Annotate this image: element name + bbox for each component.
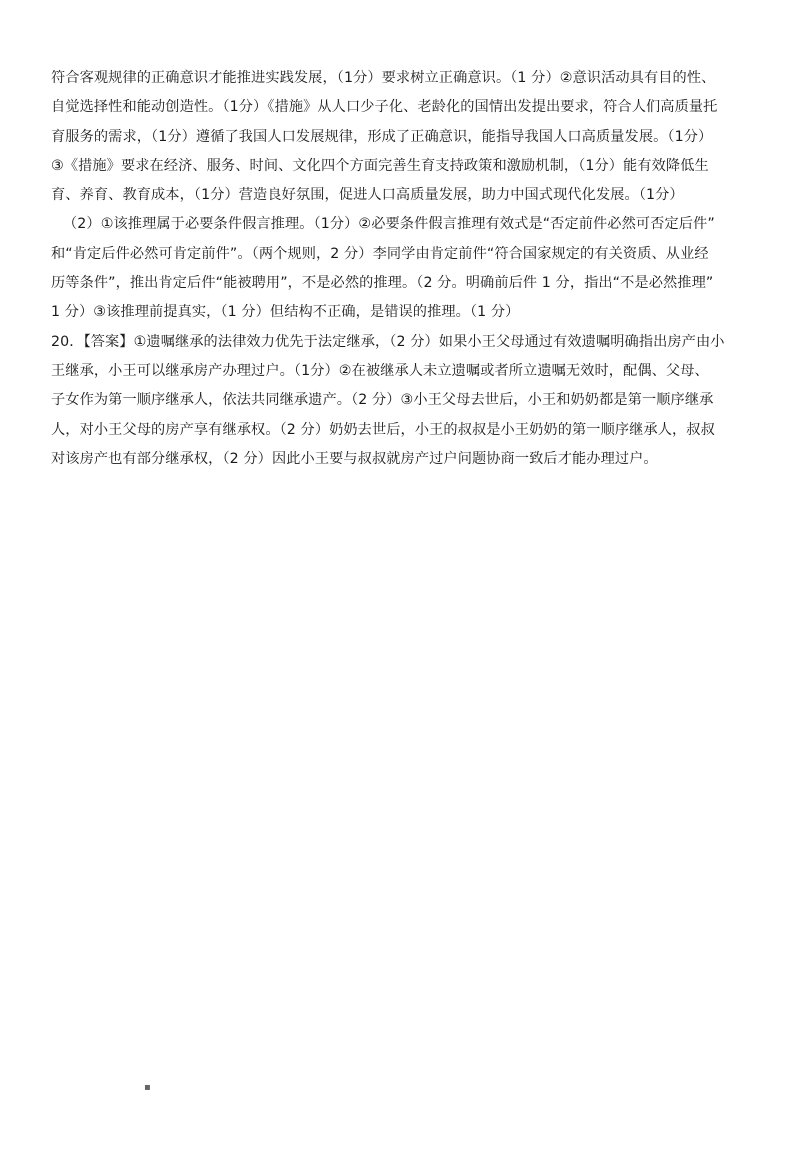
text-line: 和“肯定后件必然可肯定前件”。（两个规则，2 分）李同学由肯定前件“符合国家规定的有关资质、从业经 [51,245,709,262]
text-line: 1 分）③该推理前提真实，（1 分）但结构不正确，是错误的推理。（1 分） [51,304,520,321]
text-line: 历等条件”，推出肯定后件“能被聘用”，不是必然的推理。（2 分。明确前后件 1 分，指出“不是必然推理” [51,275,714,292]
text-line: 符合客观规律的正确意识才能推进实践发展，（1分）要求树立正确意识。（1 分）②意识活动具有目的性、 [51,70,716,86]
text-line: 子女作为第一顺序继承人，依法共同继承遗产。（2 分）③小王父母去世后，小王和奶奶都是第一顺序继承 [51,392,714,409]
text-line: 对该房产也有部分继承权，（2 分）因此小王要与叔叔就房产过户问题协商一致后才能办理过户。 [51,450,658,467]
text-line: 自觉选择性和能动创造性。（1分）《措施》从人口少子化、老龄化的国情出发提出要求，符合人们高质量托 [51,99,718,116]
text-line: ③《措施》要求在经济、服务、时间、文化四个方面完善生育支持政策和激励机制，（1分）能有效降低生 [51,157,709,174]
question-20-answer-line: 20．【答案】①遗嘱继承的法律效力优先于法定继承，（2 分）如果小王父母通过有效遗嘱明确指出房产由小 [51,333,725,350]
text-line: 人，对小王父母的房产享有继承权。（2 分）奶奶去世后，小王的叔叔是小王奶奶的第一顺序继承人，叔叔 [51,421,715,438]
answer-text-block [51,64,766,474]
footer-mark: ▪ [144,1082,151,1093]
text-line: 王继承，小王可以继承房产办理过户。（1分）②在被继承人未立遗嘱或者所立遗嘱无效时，配偶、父母、 [51,362,709,379]
text-line: （2）①该推理属于必要条件假言推理。（1分）②必要条件假言推理有效式是“否定前件必然可否定后件” [63,216,715,233]
text-line: 育服务的需求，（1分）遵循了我国人口发展规律，形成了正确意识，能指导我国人口高质量发展。（1分） [51,128,713,145]
text-line: 育、养育、教育成本，（1分）营造良好氛围，促进人口高质量发展，助力中国式现代化发展。（1分） [51,187,684,204]
